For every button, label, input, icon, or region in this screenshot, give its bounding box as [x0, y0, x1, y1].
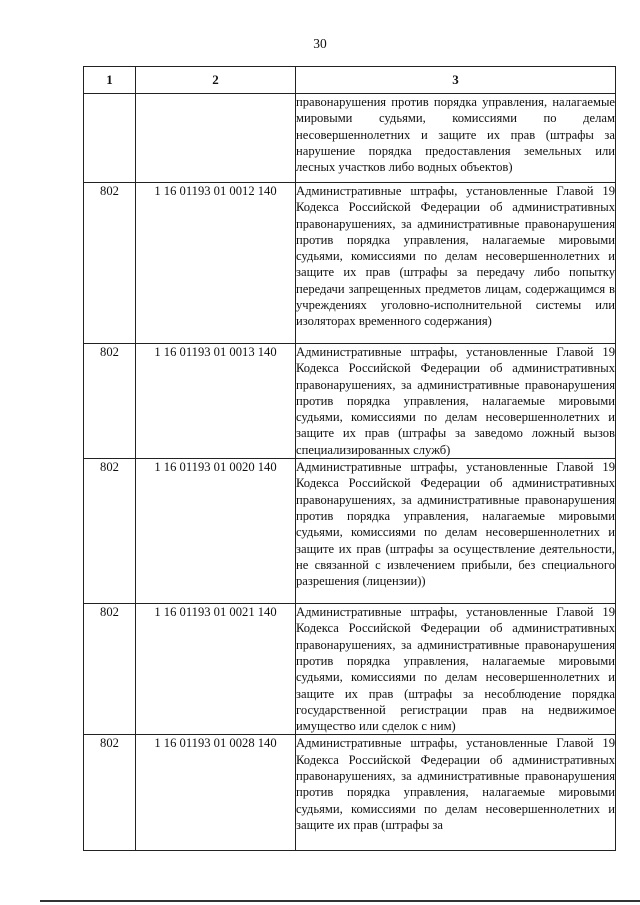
table-row [84, 735, 616, 851]
table-row [84, 344, 616, 459]
description-cell: правонарушения против порядка управления, налагаемые мировыми судьями, комиссиями по делам несовершеннолетних и защите их прав (штрафы за нарушение порядка предоставления земельных или лесных участков либо водных объектов) [296, 94, 616, 183]
table-row [84, 183, 616, 344]
budget-code-cell: 1 16 01193 01 0021 140 [136, 604, 296, 735]
admin-code-cell: 802 [84, 459, 136, 604]
budget-code-cell: 1 16 01193 01 0012 140 [136, 183, 296, 344]
header-col-1: 1 [84, 67, 136, 94]
description-cell: Административные штрафы, установленные Главой 19 Кодекса Российской Федерации об административных правонарушениях, за административные правонарушения против порядка управления, налагаемые мировыми судьями, комиссиями по делам несовершеннолетних и защите их прав (штрафы за заведомо ложный вызов специализированных служб) [296, 345, 615, 457]
admin-code-cell: 802 [84, 344, 136, 459]
scan-bottom-edge [40, 900, 640, 902]
budget-code-cell: 1 16 01193 01 0013 140 [136, 344, 296, 459]
header-col-3: 3 [296, 67, 616, 94]
admin-code-cell: 802 [84, 735, 136, 851]
description-cell: Административные штрафы, установленные Главой 19 Кодекса Российской Федерации об административных правонарушениях, за административные правонарушения против порядка управления, налагаемые мировыми судьями, комиссиями по делам несовершеннолетних и защите их прав (штрафы за передачу либо попытку передачи запрещенных предметов лицам, содержащимся в учреждениях уголовно-исполнительной системы или изоляторах временного содержания) [296, 183, 616, 344]
table-row [84, 459, 616, 604]
page-number: 30 [313, 36, 327, 51]
admin-code-cell: 802 [84, 604, 136, 735]
header-col-2: 2 [136, 67, 296, 94]
table-row [84, 94, 616, 183]
admin-code-cell [84, 94, 136, 183]
description-cell: Административные штрафы, установленные Главой 19 Кодекса Российской Федерации об административных правонарушениях, за административные правонарушения против порядка управления, налагаемые мировыми судьями, комиссиями по делам несовершеннолетних и защите их прав (штрафы за осуществление деятельности, не связанной с извлечением прибыли, без специального разрешения (лицензии)) [296, 459, 616, 604]
budget-code-cell: 1 16 01193 01 0028 140 [136, 735, 296, 851]
admin-code-cell: 802 [84, 183, 136, 344]
budget-code-cell [136, 94, 296, 183]
table-row [84, 604, 616, 735]
description-cell: Административные штрафы, установленные Главой 19 Кодекса Российской Федерации об административных правонарушениях, за административные правонарушения против порядка управления, налагаемые мировыми судьями, комиссиями по делам несовершеннолетних и защите их прав (штрафы за [296, 735, 616, 851]
table-header-row [84, 67, 616, 94]
description-cell: Административные штрафы, установленные Главой 19 Кодекса Российской Федерации об административных правонарушениях, за административные правонарушения против порядка управления, налагаемые мировыми судьями, комиссиями по делам несовершеннолетних и защите их прав (штрафы за несоблюдение порядка государственной регистрации прав на недвижимое имущество или сделок с ним) [296, 605, 615, 734]
budget-codes-table [83, 66, 616, 851]
budget-code-cell: 1 16 01193 01 0020 140 [136, 459, 296, 604]
